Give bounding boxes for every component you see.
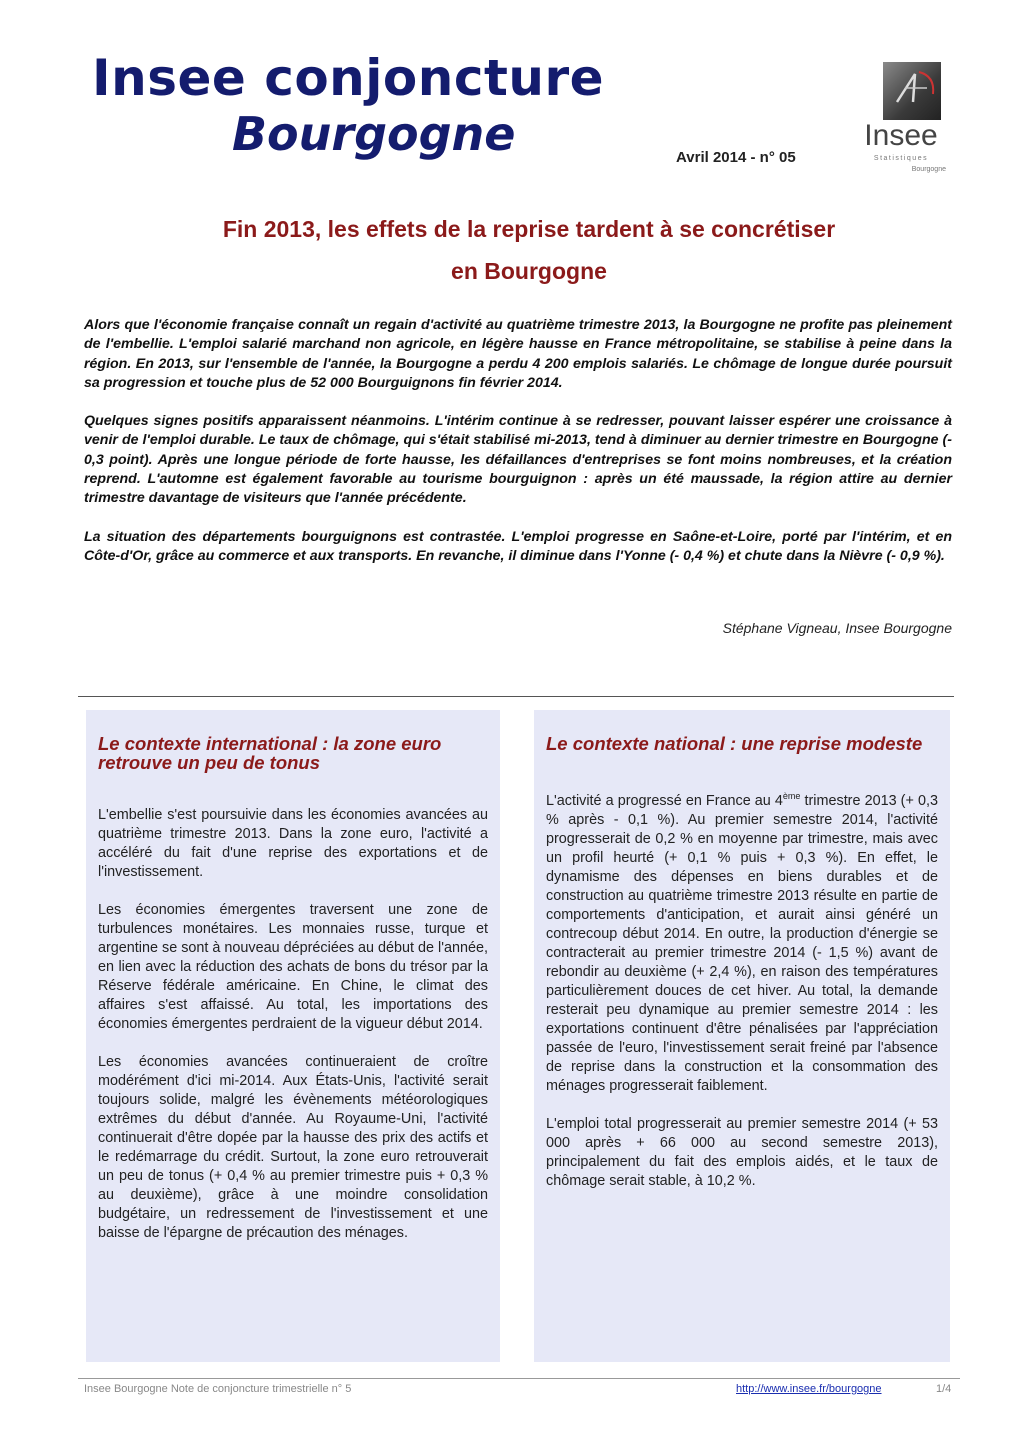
footer-website-link[interactable]: http://www.insee.fr/bourgogne — [736, 1383, 882, 1395]
logo-tagline: Statistiques — [873, 155, 929, 162]
headline-line-2: en Bourgogne — [451, 258, 607, 284]
page-number: 1/4 — [936, 1383, 952, 1395]
box-paragraph-text: L'activité a progressé en France au 4 — [546, 792, 783, 809]
insee-logo-mark-icon — [883, 62, 941, 120]
issue-number: Avril 2014 - n° 05 — [676, 149, 796, 166]
article-author: Stéphane Vigneau, Insee Bourgogne — [722, 620, 952, 636]
logo-wordmark: Insee — [864, 119, 938, 152]
masthead-subtitle: Bourgogne — [232, 107, 516, 161]
lead-paragraph: Alors que l'économie française connaît un regain d'activité au quatrième trimestre 2013, la Bourgogne ne profite pas pleinement de l'embellie. L'emploi salarié marchand non agricole, en légère hausse en France métropolitaine, se stabilise à peine dans la région. En 2013, sur l'ensemble de l'année, la Bourgogne a perdu 4 200 emplois salariés. Le chômage de longue durée poursuit sa progression et touche plus de 52 000 Bourguignons fin février 2014. — [84, 317, 952, 391]
section-divider — [78, 696, 954, 697]
footer-divider — [78, 1378, 960, 1379]
box-paragraph-text: trimestre 2013 (+ 0,3 % après - 0,1 %). Au premier semestre 2014, l'activité progresserait de 0,2 % en moyenne par trimestre, mais avec un profil heurté (+ 0,1 % puis + 0,3 %). En effet, le dynamisme des dépenses en biens durables et de construction au quatrième trimestre 2013 résulte en partie de comportements d'anticipation, et aurait ainsi généré un contrecoup début 2014. En outre, la production d'énergie se contracterait au premier trimestre 2014 (- 1,5 %) avant de rebondir au deuxième (+ 2,4 %), en raison des températures particulièrement douces de cet hiver. Au total, la demande resterait peu dynamique au premier semestre 2014 : les exportations continuent d'être pénalisées par l'appréciation passée de l'euro, l'investissement serait freiné par l'absence de reprise dans la construction et la consommation des ménages progresserait faiblement. — [546, 792, 938, 1094]
headline-line-1: Fin 2013, les effets de la reprise tardent à se concrétiser — [222, 216, 836, 242]
box-title: Le contexte international : la zone euro retrouve un peu de tonus — [98, 733, 442, 773]
box-paragraph — [546, 787, 938, 1096]
masthead-title: Insee conjoncture — [92, 49, 605, 107]
box-international-context — [86, 710, 500, 1362]
box-paragraph: Les économies émergentes traversent une zone de turbulences monétaires. Les monnaies russe, turque et argentine se sont à nouveau dépréciées au début de l'année, en lien avec la réduction des achats de bons du trésor par la Réserve fédérale américaine. En Chine, le climat des affaires s'est affaissé. Au total, les importations des économies émergentes perdraient de la vigueur début 2014. — [98, 902, 488, 1032]
footer-publication: Insee Bourgogne Note de conjoncture trimestrielle n° 5 — [84, 1383, 352, 1395]
article-lead — [84, 316, 952, 585]
box-national-context — [534, 710, 950, 1362]
box-paragraph: L'embellie s'est poursuivie dans les économies avancées au quatrième trimestre 2013. Dans la zone euro, l'activité a accéléré du fait d'une reprise des exportations et de l'investissement. — [98, 807, 488, 880]
box-paragraph: L'emploi total progresserait au premier semestre 2014 (+ 53 000 après + 66 000 au second semestre 2013), principalement du fait des emplois aidés, et le taux de chômage serait stable, à 10,2 %. — [546, 1115, 938, 1189]
logo-region: Bourgogne — [911, 166, 946, 173]
article-headline — [84, 208, 974, 292]
superscript: ème — [782, 791, 801, 801]
lead-paragraph: Quelques signes positifs apparaissent néanmoins. L'intérim continue à se redresser, pouvant laisser espérer une croissance à venir de l'emploi durable. Le taux de chômage, qui s'était stabilisé mi-2013, tend à diminuer au dernier trimestre en Bourgogne (- 0,3 point). Après une longue période de forte hausse, les défaillances d'entreprises se font moins nombreuses, et la création reprend. L'automne est également favorable au tourisme bourguignon : après un été maussade, la région attire au dernier trimestre davantage de visiteurs que l'année précédente. — [84, 413, 952, 507]
box-paragraph: Les économies avancées continueraient de croître modérément d'ici mi-2014. Aux États-Unis, l'activité serait toujours solide, malgré les évènements météorologiques extrêmes du début d'année. Au Royaume-Uni, l'activité continuerait d'être dopée par la hausse des prix des actifs et le redémarrage du crédit. Surtout, la zone euro retrouverait un peu de tonus (+ 0,4 % au premier trimestre puis + 0,3 % au deuxième), grâce à une moindre consolidation budgétaire, un redressement de l'investissement et une baisse de l'épargne de précaution des ménages. — [98, 1054, 488, 1241]
lead-paragraph: La situation des départements bourguignons est contrastée. L'emploi progresse en Saône-et-Loire, porté par l'intérim, et en Côte-d'Or, grâce au commerce et aux transports. En revanche, il diminue dans l'Yonne (- 0,4 %) et chute dans la Nièvre (- 0,9 %). — [84, 528, 952, 564]
insee-logo — [856, 62, 946, 178]
box-title: Le contexte national : une reprise modeste — [546, 733, 923, 754]
